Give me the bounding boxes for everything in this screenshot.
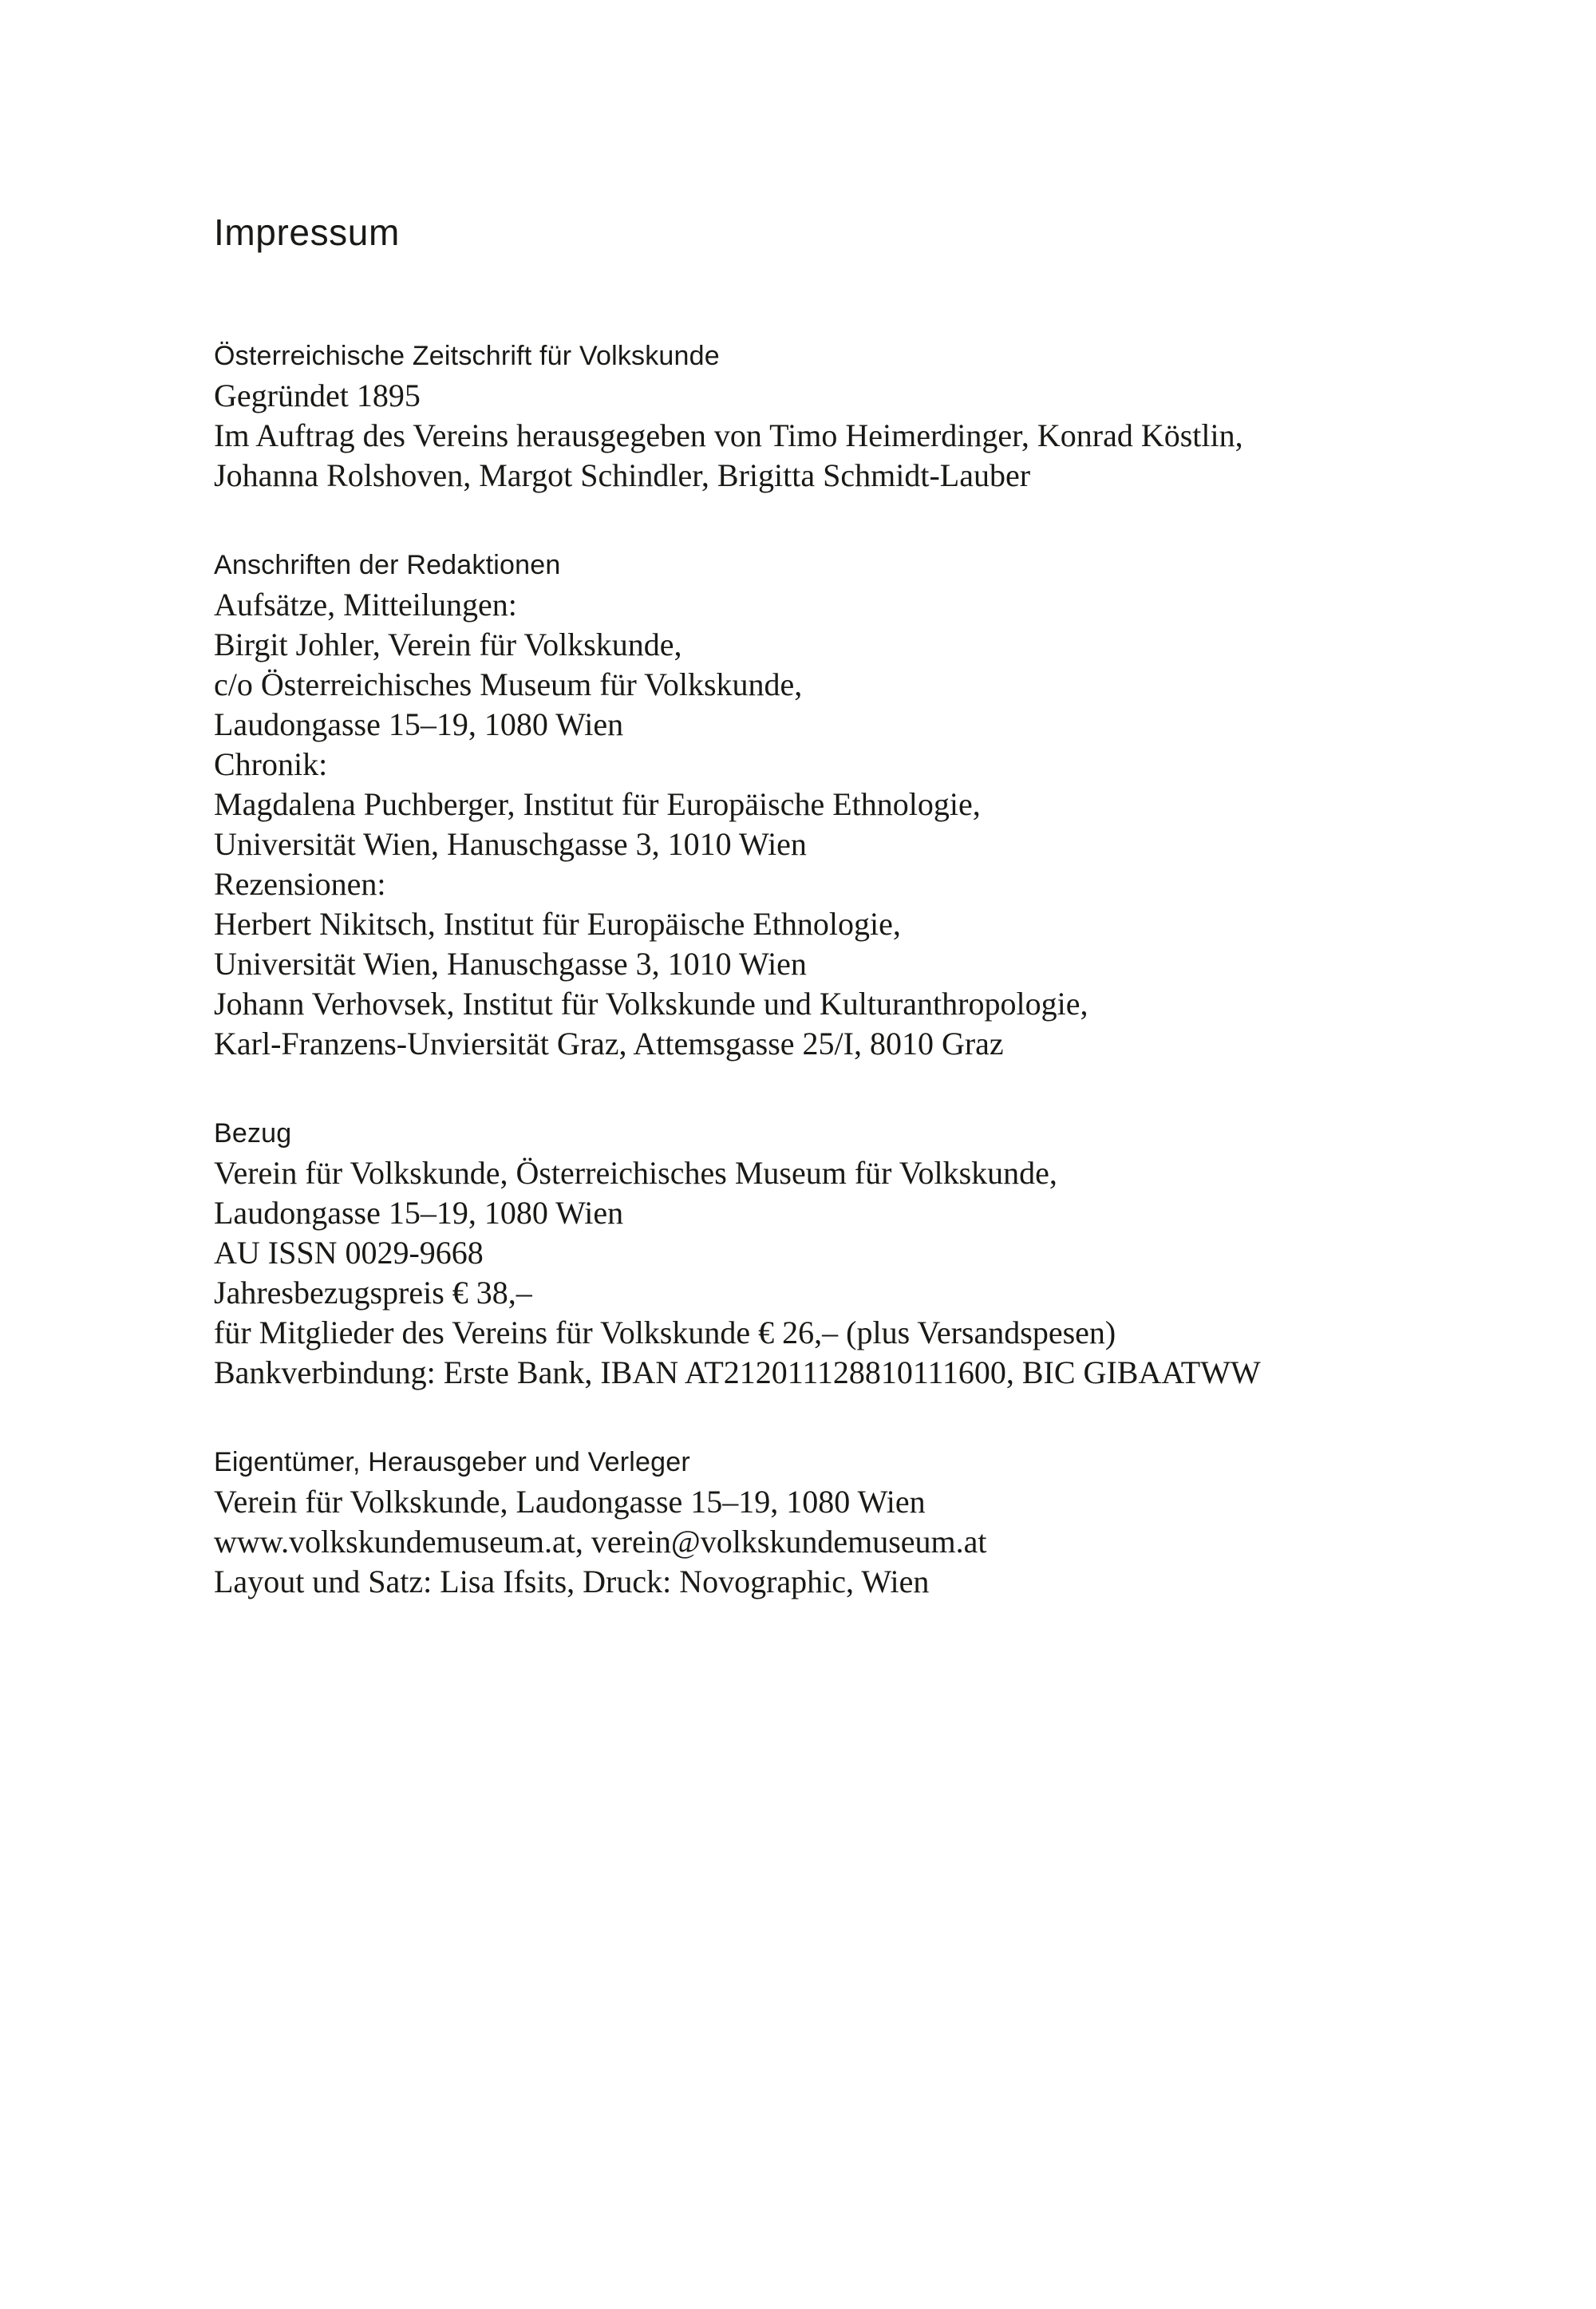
text-line: Birgit Johler, Verein für Volkskunde, [214, 627, 682, 662]
text-line: Bankverbindung: Erste Bank, IBAN AT212011128810111600, BIC GIBAATWW [214, 1354, 1261, 1390]
text-line: Johann Verhovsek, Institut für Volkskunde und Kulturanthropologie, [214, 986, 1088, 1022]
text-line: Verein für Volkskunde, Österreichisches Museum für Volkskunde, [214, 1155, 1057, 1191]
text-line: Johanna Rolshoven, Margot Schindler, Brigitta Schmidt-Lauber [214, 457, 1031, 493]
section-subscription [214, 1113, 1548, 1393]
text-line: www.volkskundemuseum.at, verein@volkskundemuseum.at [214, 1524, 987, 1560]
text-line: Karl-Franzens-Unviersität Graz, Attemsgasse 25/I, 8010 Graz [214, 1026, 1004, 1062]
text-line: Layout und Satz: Lisa Ifsits, Druck: Novographic, Wien [214, 1564, 930, 1599]
text-line: Im Auftrag des Vereins herausgegeben von Timo Heimerdinger, Konrad Köstlin, [214, 417, 1243, 453]
text-line: Magdalena Puchberger, Institut für Europäische Ethnologie, [214, 786, 981, 822]
text-line: für Mitglieder des Vereins für Volkskunde € 26,– (plus Versandspesen) [214, 1315, 1116, 1350]
text-line: Laudongasse 15–19, 1080 Wien [214, 1195, 624, 1231]
text-line: Chronik: [214, 746, 328, 782]
section-heading-subscription: Bezug [214, 1118, 292, 1149]
section-heading-owner: Eigentümer, Herausgeber und Verleger [214, 1447, 690, 1477]
text-line: Gegründet 1895 [214, 378, 421, 413]
text-line: Herbert Nikitsch, Institut für Europäische Ethnologie, [214, 906, 901, 942]
section-editorial-addresses [214, 545, 1548, 1064]
text-line: Verein für Volkskunde, Laudongasse 15–19, 1080 Wien [214, 1484, 926, 1520]
section-heading-journal: Österreichische Zeitschrift für Volkskunde [214, 341, 720, 371]
page-title: Impressum [214, 212, 400, 253]
text-line: Universität Wien, Hanuschgasse 3, 1010 Wien [214, 826, 807, 862]
text-line: Aufsätze, Mitteilungen: [214, 587, 517, 623]
section-heading-addresses: Anschriften der Redaktionen [214, 550, 561, 580]
section-journal-info [214, 336, 1548, 496]
text-line: Jahresbezugspreis € 38,– [214, 1275, 532, 1311]
text-line: c/o Österreichisches Museum für Volkskunde, [214, 666, 803, 702]
text-line: AU ISSN 0029-9668 [214, 1235, 484, 1271]
text-line: Rezensionen: [214, 866, 386, 902]
section-owner-publisher [214, 1442, 1548, 1602]
text-line: Laudongasse 15–19, 1080 Wien [214, 706, 624, 742]
text-line: Universität Wien, Hanuschgasse 3, 1010 Wien [214, 946, 807, 982]
